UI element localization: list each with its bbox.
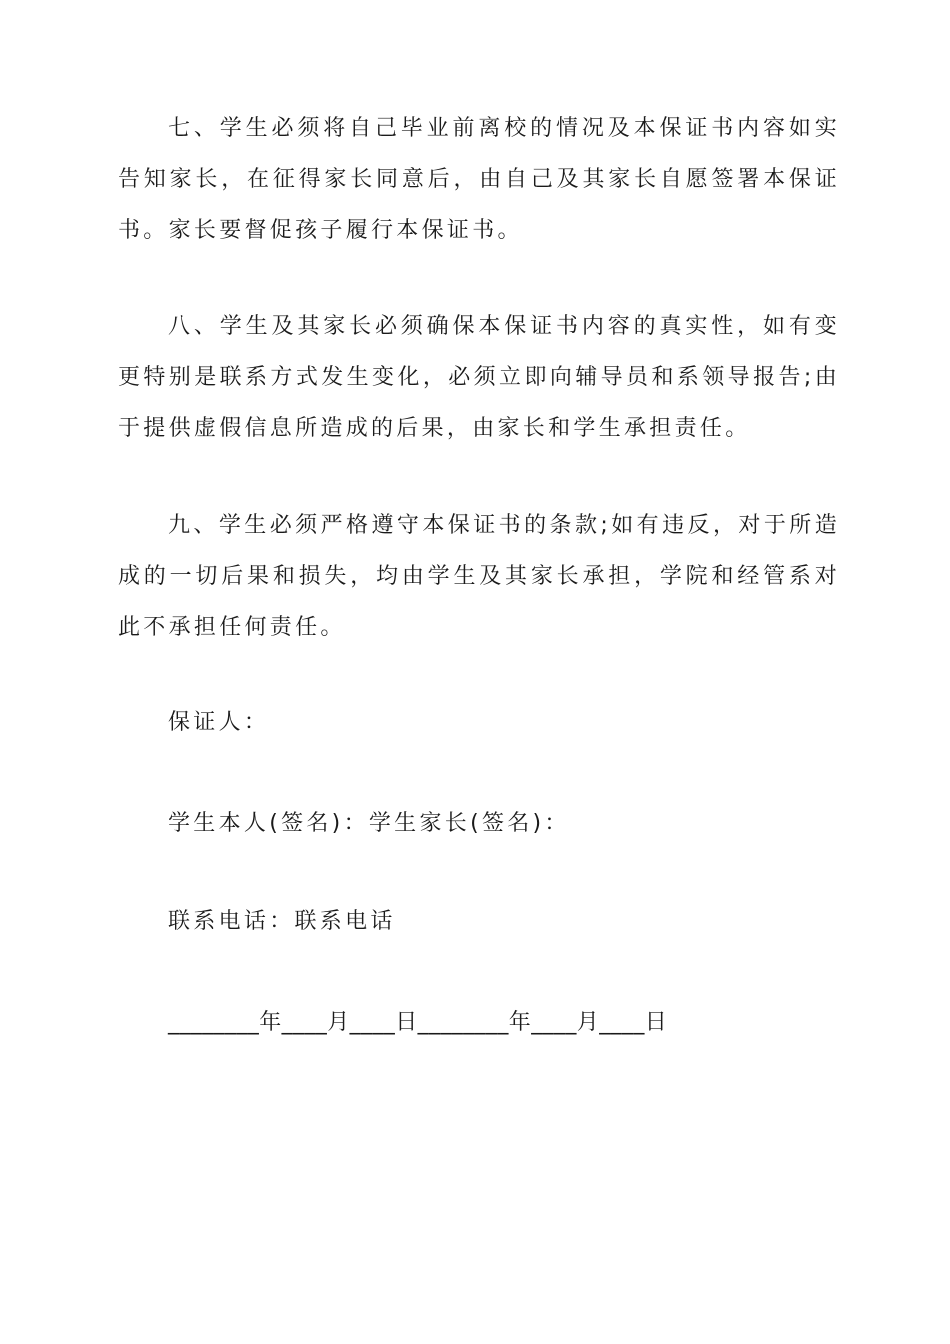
guarantor-label: 保证人： [168, 710, 270, 735]
clause-7: 七、学生必须将自己毕业前离校的情况及本保证书内容如实告知家长，在征得家长同意后，由自己及其家长自愿签署本保证书。家长要督促孩子履行本保证书。 [118, 116, 840, 243]
clause-8: 八、学生及其家长必须确保本保证书内容的真实性，如有变更特别是联系方式发生变化，必须立即向辅导员和系领导报告;由于提供虚假信息所造成的后果，由家长和学生承担责任。 [118, 314, 840, 441]
phone-line: 联系电话：联系电话 [168, 909, 396, 934]
signature-line: 学生本人(签名)：学生家长(签名)： [168, 811, 570, 836]
clause-9: 九、学生必须严格遵守本保证书的条款;如有违反，对于所造成的一切后果和损失，均由学生及其家长承担，学院和经管系对此不承担任何责任。 [118, 513, 840, 640]
date-line: ________年____月____日________年____月____日 [168, 1010, 668, 1035]
